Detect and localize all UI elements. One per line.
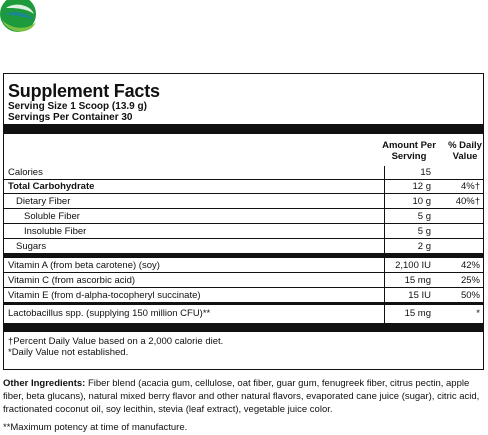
swirl-logo-icon xyxy=(0,0,44,40)
header-amount-text: Amount Per Serving xyxy=(382,140,436,162)
serving-size: Serving Size 1 Scoop (13.9 g) xyxy=(8,101,147,112)
nutrient-amount: 5 g xyxy=(417,211,431,222)
header-dv-text: % Daily Value xyxy=(448,140,482,162)
panel-title: Supplement Facts xyxy=(8,81,160,101)
nutrient-label: Lactobacillus spp. (supplying 150 million CFU)** xyxy=(8,308,211,319)
nutrient-amount: 15 IU xyxy=(408,290,431,301)
nutrient-dv: 42% xyxy=(460,260,480,271)
nutrient-row xyxy=(4,307,483,320)
header-amount-per-serving xyxy=(369,140,449,162)
nutrient-amount: 5 g xyxy=(417,226,431,237)
nutrient-amount: 2,100 IU xyxy=(395,260,431,271)
nutrient-row xyxy=(4,225,483,239)
nutrient-label: Total Carbohydrate xyxy=(8,181,95,192)
nutrient-row xyxy=(4,210,483,224)
nutrient-amount: 2 g xyxy=(417,241,431,252)
nutrient-label: Sugars xyxy=(16,241,47,252)
nutrient-label: Vitamin C (from ascorbic acid) xyxy=(8,275,136,286)
nutrient-amount: 12 g xyxy=(412,181,431,192)
nutrient-dv: 25% xyxy=(460,275,480,286)
nutrient-label: Dietary Fiber xyxy=(16,196,71,207)
nutrient-amount: 15 xyxy=(420,167,431,178)
other-ingredients-label: Other Ingredients: xyxy=(3,378,86,389)
header-daily-value xyxy=(445,140,485,162)
nutrient-label: Insoluble Fiber xyxy=(24,226,87,237)
nutrient-label: Soluble Fiber xyxy=(24,211,80,222)
nutrient-row xyxy=(4,259,483,273)
servings-per-container: Servings Per Container 30 xyxy=(8,112,133,123)
other-ingredients xyxy=(3,377,487,416)
thick-divider-top xyxy=(4,124,483,134)
nutrient-amount: 10 g xyxy=(412,196,431,207)
nutrient-amount: 15 mg xyxy=(404,308,431,319)
potency-note: **Maximum potency at time of manufacture. xyxy=(3,422,188,433)
nutrient-label: Vitamin A (from beta carotene) (soy) xyxy=(8,260,160,271)
nutrient-dv: * xyxy=(476,308,480,319)
nutrient-row xyxy=(4,240,483,253)
nutrient-row xyxy=(4,166,483,180)
nutrient-row xyxy=(4,180,483,194)
footnote-daily-value: †Percent Daily Value based on a 2,000 calorie diet. xyxy=(8,336,224,347)
thick-divider-middle xyxy=(4,253,483,258)
footnote-not-established: *Daily Value not established. xyxy=(8,347,129,358)
supplement-facts-panel xyxy=(3,73,484,370)
nutrient-label: Vitamin E (from d-alpha-tocopheryl succinate) xyxy=(8,290,201,301)
thick-divider-bottom xyxy=(4,323,483,332)
nutrient-dv: 50% xyxy=(460,290,480,301)
nutrient-row xyxy=(4,274,483,288)
nutrient-dv: 40%† xyxy=(455,196,480,207)
nutrient-label: Calories xyxy=(8,167,43,178)
nutrient-amount: 15 mg xyxy=(404,275,431,286)
nutrient-row xyxy=(4,195,483,209)
nutrient-dv: 4%† xyxy=(460,181,480,192)
other-ingredients-text: Fiber blend (acacia gum, cellulose, oat fiber, guar gum, fenugreek fiber, citrus pectin, apple fiber, beta glucans), natural mixed berry flavor and other natural flavors, evaporated cane juice (sugar), citric acid, fractionated coconut oil, soy lecithin, stevia (leaf extract), vegetable juice color. xyxy=(3,378,480,415)
nutrient-row xyxy=(4,289,483,305)
brand-logo xyxy=(0,0,44,40)
